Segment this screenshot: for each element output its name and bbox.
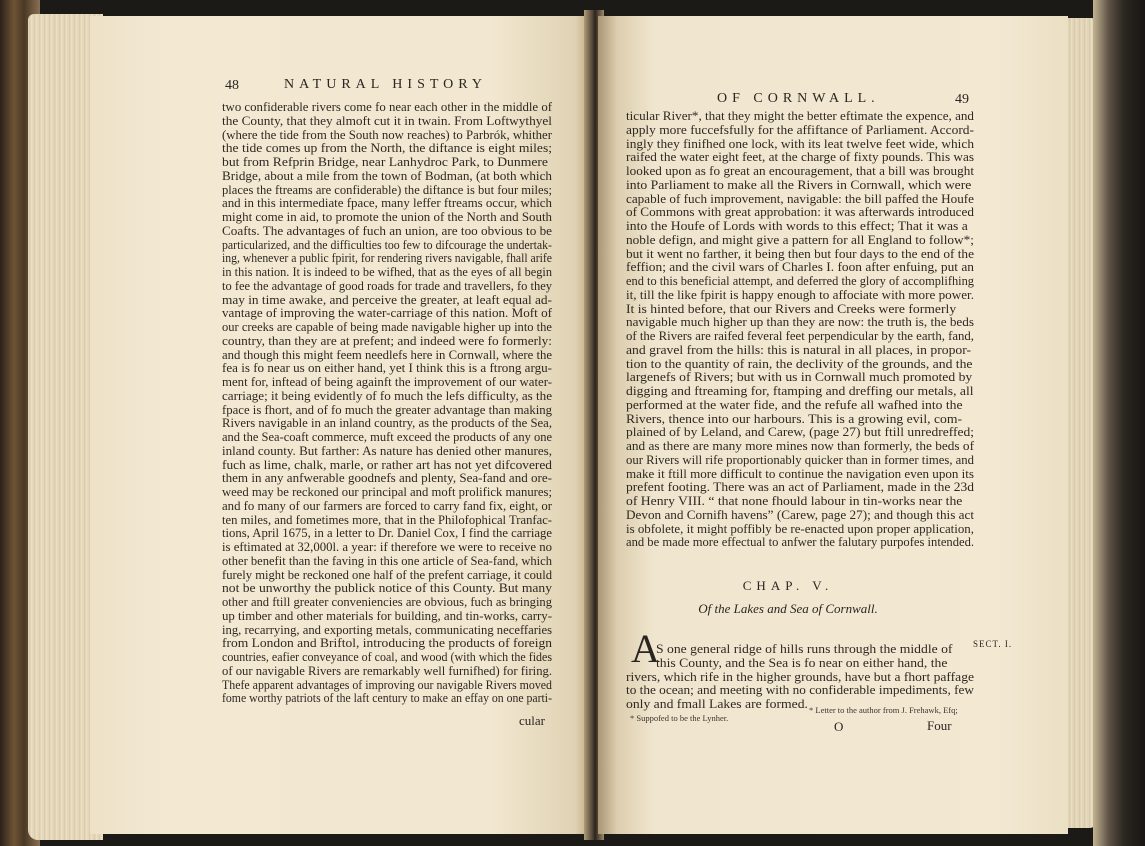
text-line: the County, that they almoft cut it in twain. From Loftwythyel bbox=[222, 113, 552, 128]
text-line: country, than they are at prefent; and indeed were fo formerly: bbox=[222, 333, 552, 348]
text-line: ing, recarrying, and exporting metals, communicating neceffaries bbox=[222, 622, 552, 637]
text-line: Rivers, thence into our harbours. This is a growing evil, com- bbox=[626, 411, 963, 426]
text-line: not be unworthy the publick notice of this County. But many bbox=[222, 581, 552, 596]
text-line: Thefe apparent advantages of improving our navigable Rivers moved bbox=[222, 677, 552, 692]
right-folio: 49 bbox=[955, 92, 969, 107]
text-line: fome worthy patriots of the laft century to make an effay on one parti- bbox=[222, 691, 552, 706]
text-line: and gravel from the hills: this is natural in all places, in propor- bbox=[626, 342, 972, 357]
right-catchword: Four bbox=[927, 718, 952, 733]
chapter-heading: CHAP. V. bbox=[742, 578, 834, 593]
text-line: make it ftill more difficult to continue the navigation even upon its bbox=[626, 466, 974, 481]
text-line: them in any anfwerable goodnefs and plenty, Sea-fand and ore- bbox=[222, 471, 552, 486]
text-line: Bridge, about a mile from the town of Bodman, (at both which bbox=[222, 168, 552, 183]
text-line: to the ocean; and meeting with no confiderable impediments, few bbox=[626, 683, 974, 698]
text-line: inland county. But farther: As nature has denied other manures, bbox=[222, 443, 552, 458]
left-folio: 48 bbox=[225, 78, 239, 93]
text-line: (where the tide from the South now reaches) to Parbrók, whither bbox=[222, 127, 552, 142]
text-line: tions, April 1675, in a letter to Dr. Daniel Cox, I find the carriage bbox=[222, 526, 552, 541]
text-line: digging and ftreaming for, ftamping and dreffing our metals, all bbox=[626, 384, 974, 398]
text-line: ment for, inftead of being againft the improvement of our water- bbox=[222, 375, 552, 389]
text-line: of the Rivers are raifed feveral feet perpendicular by the earth, fand, bbox=[626, 329, 974, 343]
text-line: up timber and other materials for building, and tin-works, carry- bbox=[222, 608, 552, 623]
text-line: largenefs of Rivers; but with us in Cornwall much promoted by bbox=[626, 370, 973, 385]
text-line: might come in aid, to promote the union of the North and South bbox=[222, 210, 552, 224]
text-line: navigable much higher up than they are now: the truth is, the beds bbox=[626, 315, 974, 330]
text-line: and the Sea-coaft commerce, muft exceed the products of any one bbox=[222, 430, 552, 444]
text-line: our creeks are capable of being made navigable higher up into the bbox=[222, 320, 552, 334]
text-line: into Parliament to make all the Rivers in Cornwall, which were bbox=[626, 177, 972, 192]
text-line: and as there are many more mines now than formerly, the beds of bbox=[626, 439, 974, 453]
text-line: S one general ridge of hills runs through the middle of bbox=[656, 642, 953, 656]
text-line: countries, eafier conveyance of coal, and wood (with which the fides bbox=[222, 650, 552, 664]
text-line: It is hinted before, that our Rivers and Creeks were formerly bbox=[626, 301, 957, 316]
text-line: to fee the advantage of good roads for trade and travellers, fo they bbox=[222, 278, 552, 293]
text-line: and though this might feem needlefs here in Cornwall, where the bbox=[222, 347, 552, 362]
text-line: furely might be reckoned one half of the prefent carriage, it could bbox=[222, 567, 552, 582]
text-line: feffion; and the civil wars of Charles I. foon after enfuing, put an bbox=[626, 260, 974, 275]
text-line: ing, whenever a public fpirit, for rendering rivers navigable, fhall arife bbox=[222, 251, 552, 266]
chapter-title: Of the Lakes and Sea of Cornwall. bbox=[698, 601, 878, 616]
text-line: weed may be reckoned our principal and moft prolifick manures; bbox=[222, 485, 552, 499]
text-line: looked upon as fo great an encouragement, that a bill was brought bbox=[626, 164, 974, 178]
signature-mark: O bbox=[834, 719, 844, 734]
text-line: in this nation. It is indeed to be wifhed, that as the eyes of all begin bbox=[222, 265, 552, 279]
text-line: carriage; it being evidently of fo much the lefs difficulty, as the bbox=[222, 388, 552, 403]
text-line: it, till the like fpirit is happy enough to affociate with more power. bbox=[626, 287, 974, 302]
text-line: our Rivers will rife proportionably quicker than in former times, and bbox=[626, 452, 974, 467]
text-line: of Commons with great approbation: it was afterwards introduced bbox=[626, 205, 974, 220]
text-line: performed at the water fide, and the refufe all wafhed into the bbox=[626, 397, 963, 412]
text-line: from London and Briftol, introducing the products of foreign bbox=[222, 636, 552, 651]
text-line: ingly they finifhed one lock, with its leat twelve feet wide, which bbox=[626, 136, 974, 151]
text-line: is obfolete, it might poffibly be re-enacted upon proper application, bbox=[626, 521, 974, 536]
text-line: fea is fo near us on either hand, yet I think this is a ftrong argu- bbox=[222, 361, 552, 376]
text-line: this County, and the Sea is fo near on either hand, the bbox=[656, 655, 948, 670]
text-line: but from Refprin Bridge, near Lanhydroc Park, to Dunmere bbox=[222, 155, 548, 169]
text-line: other benefit than the faving in this one article of Sea-fand, which bbox=[222, 553, 552, 568]
text-line: rivers, which rife in the higher grounds, have but a fhort paffage bbox=[626, 669, 974, 684]
text-line: fpace is fhort, and of fo much the greater advantage than making bbox=[222, 402, 552, 417]
text-line: tion to the quantity of rain, the declivity of the grounds, and the bbox=[626, 356, 973, 371]
text-line: other and ftill greater conveniencies are obvious, fuch as bringing bbox=[222, 595, 552, 609]
text-line: of our navigable Rivers are remarkably well furnifhed) for firing. bbox=[222, 663, 552, 678]
text-line: into the Houfe of Lords with words to this effect; That it was a bbox=[626, 219, 968, 233]
text-line: ten miles, and fometimes more, that in the Philofophical Tranfac- bbox=[222, 512, 552, 527]
text-line: is eftimated at 32,000l. a year: if therefore we were to receive no bbox=[222, 540, 552, 554]
text-line: apply more fuccefsfully for the affiftance of Parliament. Accord- bbox=[626, 122, 974, 137]
text-line: Coafts. The advantages of fuch an union, are too obvious to be bbox=[222, 223, 552, 238]
footnote-right: * Letter to the author from J. Frehawk, Efq; bbox=[809, 705, 958, 715]
text-line: places the ftreams are confiderable) the diftance is but four miles; bbox=[222, 182, 552, 197]
footnote-left: * Suppofed to be the Lynher. bbox=[630, 713, 729, 723]
text-line: of Henry VIII. “ that none fhould labour in tin-works near the bbox=[626, 494, 963, 508]
text-line: and fo many of our farmers are forced to carry fand fix, eight, or bbox=[222, 498, 552, 513]
section-side-note: SECT. I. bbox=[973, 639, 1013, 649]
right-page bbox=[598, 16, 1068, 834]
text-line: raifed the water eight feet, at the charge of fixty pounds. This was bbox=[626, 150, 974, 165]
text-line: two confiderable rivers come fo near each other in the middle of bbox=[222, 100, 552, 114]
text-line: only and fmall Lakes are formed. bbox=[626, 697, 808, 712]
text-line: plained of by Leland, and Carew, (page 27) but ftill unredreffed; bbox=[626, 425, 974, 440]
text-line: noble defign, and might give a pattern for all England to follow*; bbox=[626, 232, 974, 247]
text-line: capable of fuch improvement, navigable: the bill paffed the Houfe bbox=[626, 191, 974, 206]
text-line: ticular River*, that they might the better eftimate the expence, and bbox=[626, 109, 974, 123]
text-line: may in time awake, and perceive the greater, at leaft equal ad- bbox=[222, 292, 552, 307]
text-line: and be made more effectual to anfwer the falutary purpofes intended. bbox=[626, 535, 974, 550]
text-line: end to this beneficial attempt, and deferred the glory of accomplifhing bbox=[626, 274, 974, 288]
text-line: vantage of improving the water-carriage of this nation. Moft of bbox=[222, 306, 552, 321]
left-page bbox=[90, 16, 590, 834]
text-line: but it went no farther, it being then but four days to the end of the bbox=[626, 246, 974, 261]
text-line: the tide comes up from the North, the diftance is eight miles; bbox=[222, 141, 552, 156]
text-line: Rivers navigable in an inland country, as the products of the Sea, bbox=[222, 416, 552, 431]
text-line: and in this intermediate fpace, many leffer ftreams occur, which bbox=[222, 196, 552, 211]
text-line: fuch as lime, chalk, marle, or rather art has not yet difcovered bbox=[222, 457, 552, 472]
left-catchword: cular bbox=[519, 713, 545, 728]
left-running-head: NATURAL HISTORY bbox=[284, 77, 487, 92]
text-line: particularized, and the difficulties too few to difcourage the undertak- bbox=[222, 237, 552, 252]
right-running-head: OF CORNWALL. bbox=[717, 91, 880, 106]
text-line: Devon and Cornifh havens” (Carew, page 27); and though this act bbox=[626, 507, 974, 522]
text-line: prefent footing. There was an act of Parliament, made in the 23d bbox=[626, 480, 974, 495]
binding-right-edge bbox=[1093, 0, 1145, 846]
drop-cap: A bbox=[631, 626, 660, 671]
